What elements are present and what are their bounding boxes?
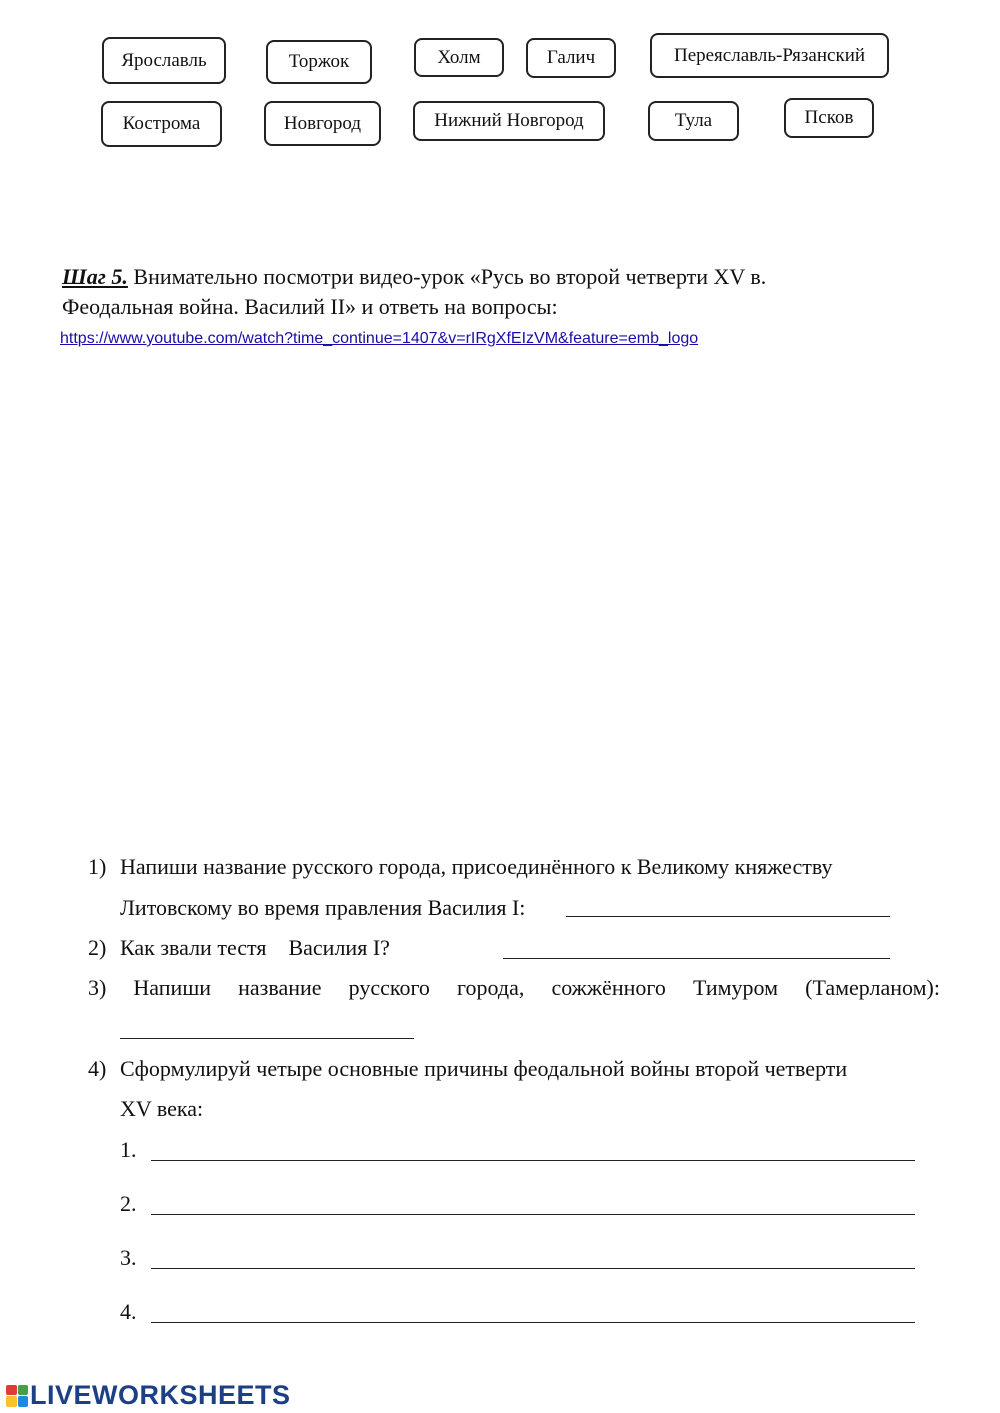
city-tile-novgorod[interactable]: Новгород xyxy=(264,101,381,146)
question-1-line1 xyxy=(88,852,832,882)
liveworksheets-logo-icon xyxy=(6,1385,28,1407)
question-4-line1 xyxy=(88,1054,847,1084)
question-4-number: 4) xyxy=(88,1056,107,1081)
liveworksheets-logo xyxy=(6,1380,291,1411)
question-4-text: Сформулируй четыре основные причины феодальной войны второй четверти xyxy=(120,1056,848,1081)
liveworksheets-logo-text: LIVEWORKSHEETS xyxy=(30,1380,291,1410)
reason-3-answer-line[interactable] xyxy=(151,1268,915,1269)
step-text-line2: Феодальная война. Василий II» и ответь на вопросы: xyxy=(62,294,558,319)
question-2-text: Как звали тестя Василия I? xyxy=(120,935,390,960)
city-tile-tula[interactable]: Тула xyxy=(648,101,739,141)
question-1-text: Напиши название русского города, присоединённого к Великому княжеству xyxy=(120,854,833,879)
reason-1-answer-line[interactable] xyxy=(151,1160,915,1161)
question-3-word: сожжённого xyxy=(551,975,666,1000)
step-label: Шаг 5. xyxy=(62,264,128,289)
reason-2-number: 2. xyxy=(120,1191,137,1216)
reason-4-answer-line[interactable] xyxy=(151,1322,915,1323)
reason-3-number: 3. xyxy=(120,1245,137,1270)
question-3-word: Напиши xyxy=(133,975,212,1000)
question-3-word: Тимуром xyxy=(692,975,779,1000)
question-4-line2: XV века: xyxy=(120,1096,204,1121)
reason-2-answer-line[interactable] xyxy=(151,1214,915,1215)
question-1-answer-line[interactable] xyxy=(566,916,890,917)
question-1-line2: Литовскому во время правления Василия I: xyxy=(120,895,526,920)
question-1-number: 1) xyxy=(88,854,107,879)
question-3-answer-line[interactable] xyxy=(120,1038,414,1039)
question-2-number: 2) xyxy=(88,935,107,960)
question-3-word: (Тамерланом): xyxy=(805,975,940,1000)
question-3-word: название xyxy=(238,975,322,1000)
question-3-number: 3) xyxy=(88,975,107,1000)
city-tile-nizhny-novgorod[interactable]: Нижний Новгород xyxy=(413,101,605,141)
city-tile-torzhok[interactable]: Торжок xyxy=(266,40,372,84)
question-2-answer-line[interactable] xyxy=(503,958,890,959)
city-tile-pereyaslavl-ryazansky[interactable]: Переяславль-Рязанский xyxy=(650,33,889,78)
step-text-line1: Внимательно посмотри видео-урок «Русь во второй четверти XV в. xyxy=(133,264,767,289)
city-tile-kostroma[interactable]: Кострома xyxy=(101,101,222,147)
city-tile-pskov[interactable]: Псков xyxy=(784,98,874,138)
question-3 xyxy=(88,973,940,1003)
question-3-word: русского xyxy=(348,975,430,1000)
city-tile-kholm[interactable]: Холм xyxy=(414,38,504,77)
reason-4-number: 4. xyxy=(120,1299,137,1324)
city-tile-galich[interactable]: Галич xyxy=(526,38,616,78)
reason-1-number: 1. xyxy=(120,1137,137,1162)
city-tile-yaroslavl[interactable]: Ярославль xyxy=(102,37,226,84)
question-2 xyxy=(88,933,390,963)
question-3-word: города, xyxy=(457,975,525,1000)
step-instructions xyxy=(62,262,882,322)
video-link[interactable]: https://www.youtube.com/watch?time_continue=1407&v=rIRgXfEIzVM&feature=emb_logo xyxy=(60,330,699,347)
